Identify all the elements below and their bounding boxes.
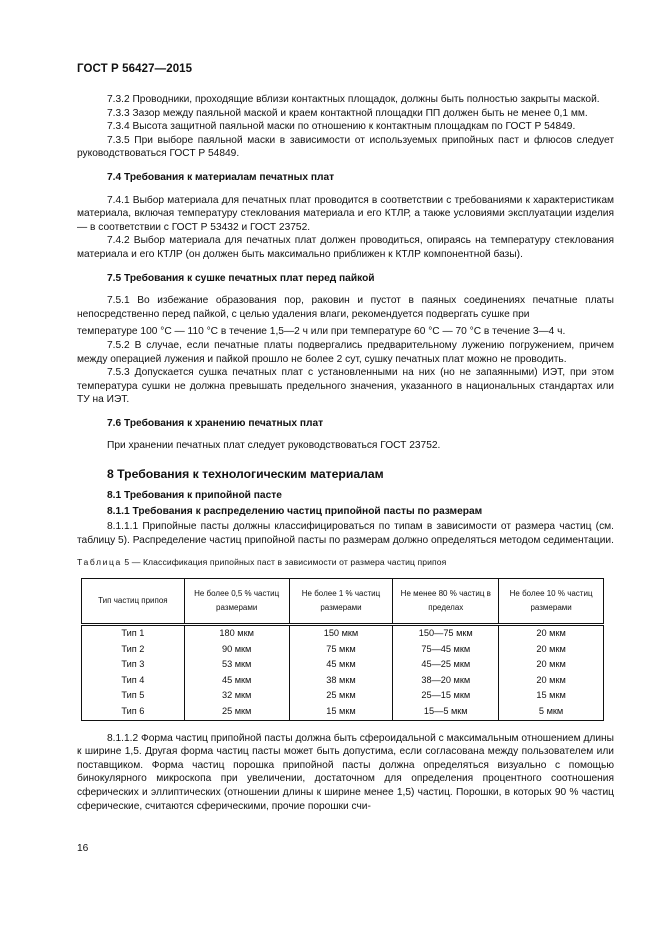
table-cell: 45 мкм (184, 673, 289, 689)
table-cell: 25 мкм (289, 688, 393, 704)
paragraph-7-4-1: 7.4.1 Выбор материала для печатных плат проводится в соответствии с требованиями к характеристикам материала, включая температуру стеклования материала и его КТЛР, а также условиями эксплуатации изделия — в соответствии с ГОСТ Р 53432 и ГОСТ 23752. (77, 194, 614, 233)
paragraph-7-3-2: 7.3.2 Проводники, проходящие вблизи контактных площадок, должны быть полностью закрыты маской. (107, 94, 600, 105)
paragraph-7-3-4: 7.3.4 Высота защитной паяльной маски по отношению к контактным площадкам по ГОСТ Р 54849. (107, 121, 576, 133)
heading-8-1-1: 8.1.1 Требования к распределению частиц припойной пасты по размерам (107, 505, 483, 517)
paragraph-7-4-2: 7.4.2 Выбор материала для печатных плат должен проводиться, опираясь на температуру стеклования материала и его КТЛР (он должен быть максимально приближен к КТЛР компонентной базы). (77, 235, 614, 260)
table-cell: 150—75 мкм (393, 625, 499, 642)
table-cell: Тип 4 (82, 673, 185, 689)
page-number: 16 (77, 843, 89, 854)
heading-7-5: 7.5 Требования к сушке печатных плат перед пайкой (107, 272, 375, 284)
table-header-cell: Не более 0,5 % частиц размерами (184, 579, 289, 625)
document-header: ГОСТ Р 56427—2015 (77, 63, 193, 75)
table-caption-text: 5 — Классификация припойных паст в зависимости от размера частиц припоя (121, 557, 447, 568)
table-header-row (82, 579, 604, 625)
table-cell: 25 мкм (184, 704, 289, 720)
table-caption (77, 556, 614, 570)
heading-7-4: 7.4 Требования к материалам печатных плат (107, 171, 335, 183)
table-cell: 20 мкм (499, 673, 604, 689)
table-cell: 90 мкм (184, 642, 289, 658)
table-row (82, 688, 604, 704)
paragraph-7-6: При хранении печатных плат следует руководствоваться ГОСТ 23752. (107, 440, 441, 452)
paragraph-7-5-2: 7.5.2 В случае, если печатные платы подвергались предварительному лужению погружением, причем между операцией лужения и пайкой прошло не более 2 сут, сушку печатных плат можно не проводить. (77, 339, 614, 365)
table-cell: Тип 3 (82, 657, 185, 673)
table-cell: 15 мкм (499, 688, 604, 704)
paragraph-7-5-3: 7.5.3 Допускается сушка печатных плат с установленными на них (но не запаянными) ИЭТ, при этом температура сушки не должна превышать предельного значения, указанного в национальных стандартах или ТУ на ИЭТ. (77, 367, 614, 406)
table-cell: 53 мкм (184, 657, 289, 673)
table-row (82, 704, 604, 720)
page-content (77, 93, 614, 813)
table-cell: Тип 6 (82, 704, 185, 720)
paragraph-7-5-1: 7.5.1 Во избежание образования пор, раковин и пустот в паяных соединениях печатные платы непосредственно перед пайкой, с целью удаления влаги, рекомендуется подвергать сушке при (77, 295, 614, 320)
table-cell: 5 мкм (499, 704, 604, 720)
particle-size-table (81, 578, 604, 721)
table-cell: 180 мкм (184, 625, 289, 642)
paragraph-7-5-1-temperature: температуре 100 °C — 110 °C в течение 1,5—2 ч или при температуре 60 °C — 70 °C в течение 3—4 ч. (77, 326, 566, 338)
table-row (82, 625, 604, 642)
table-cell: Тип 5 (82, 688, 185, 704)
table-header-cell: Не более 1 % частиц размерами (289, 579, 393, 625)
table-row (82, 673, 604, 689)
table-cell: 75—45 мкм (393, 642, 499, 658)
table-header-cell: Тип частиц припоя (82, 579, 185, 625)
table-cell: Тип 2 (82, 642, 185, 658)
table-row (82, 657, 604, 673)
table-cell: 25—15 мкм (393, 688, 499, 704)
table-cell: 20 мкм (499, 657, 604, 673)
table-cell: 38—20 мкм (393, 673, 499, 689)
table-cell: 38 мкм (289, 673, 393, 689)
table-header-cell: Не более 10 % частиц размерами (499, 579, 604, 625)
table-cell: 32 мкм (184, 688, 289, 704)
table-cell: 20 мкм (499, 642, 604, 658)
table-cell: 20 мкм (499, 625, 604, 642)
table-cell: 45—25 мкм (393, 657, 499, 673)
table-row (82, 642, 604, 658)
table-header-cell: Не менее 80 % частиц в пределах (393, 579, 499, 625)
heading-7-6: 7.6 Требования к хранению печатных плат (107, 417, 324, 429)
table-cell: 45 мкм (289, 657, 393, 673)
heading-8: 8 Требования к технологическим материалам (107, 467, 384, 482)
paragraph-8-1-1-2: 8.1.1.2 Форма частиц припойной пасты должна быть сфероидальной с максимальным отношением длины к ширине 1,5. Другая форма частиц пасты может быть допустима, если согласована между пользователем или поставщиком. Форма частиц порошка припойной пасты должна определяться визуально с помощью бинокулярного микроскопа при увеличении, достаточном для определения процентного соотношения сферических и эллиптических (отношении длины к ширине менее 1,5) частиц. Порошки, в которых 90 % частиц сферические, считаются сферическими, прочие порошки счи- (77, 732, 614, 812)
paragraph-7-3-3: 7.3.3 Зазор между паяльной маской и краем контактной площадки ПП должен быть не менее 0,1 мм. (107, 107, 588, 119)
paragraph-7-3-5: 7.3.5 При выборе паяльной маски в зависимости от используемых припойных паст и флюсов следует руководствоваться ГОСТ Р 54849. (77, 134, 614, 160)
table-cell: 75 мкм (289, 642, 393, 658)
table-cell: 15—5 мкм (393, 704, 499, 720)
heading-8-1: 8.1 Требования к припойной пасте (107, 490, 282, 502)
table-caption-label: Таблица (77, 557, 122, 568)
table-cell: 15 мкм (289, 704, 393, 720)
table-cell: Тип 1 (82, 625, 185, 642)
paragraph-8-1-1-1: 8.1.1.1 Припойные пасты должны классифицироваться по типам в зависимости от размера частиц (см. таблицу 5). Распределение частиц припойной пасты по размерам должно определяться методом седиментации. (77, 521, 614, 546)
table-cell: 150 мкм (289, 625, 393, 642)
